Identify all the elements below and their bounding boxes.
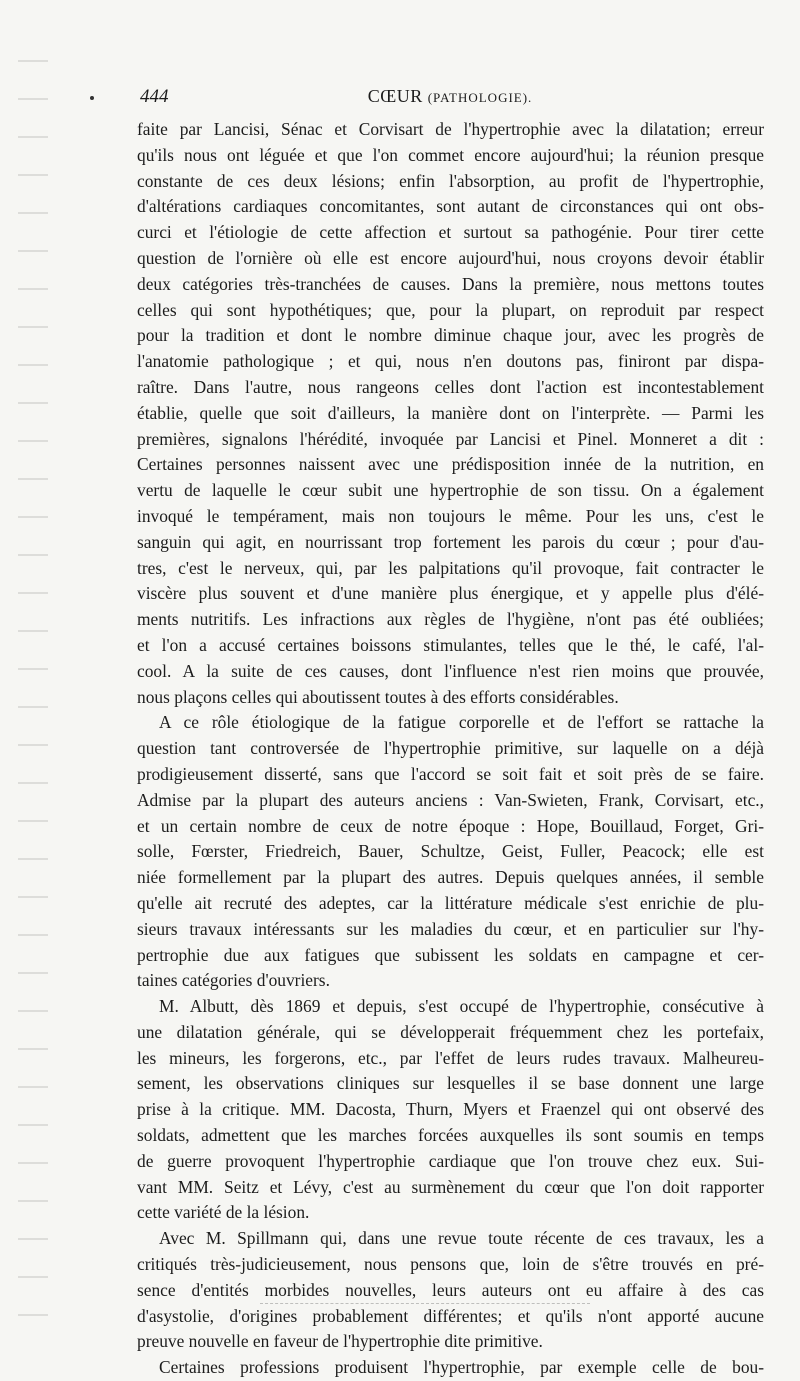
text-line: niée formellement par la plupart des autres. Depuis quelques années, il semble <box>137 867 764 888</box>
text-line: raître. Dans l'autre, nous rangeons celles dont l'action est incontestablement <box>137 376 764 397</box>
page-header <box>135 86 765 114</box>
text-line: faite par Lancisi, Sénac et Corvisart de l'hypertrophie avec la dilatation; erreur <box>137 119 764 139</box>
text-line: cette variété de la lésion. <box>137 1202 310 1223</box>
text-line: et un certain nombre de ceux de notre époque : Hope, Bouillaud, Forget, Gri- <box>137 815 764 836</box>
text-line: et l'on a accusé certaines boissons stimulantes, telles que le thé, le café, l'al- <box>137 634 764 655</box>
text-line: question de l'ornière où elle est encore aujourd'hui, nous croyons devoir établir <box>137 247 764 268</box>
text-line: tres, c'est le nerveux, qui, par les palpitations qu'il provoque, fait contracter le <box>137 557 764 578</box>
page-number: 444 <box>140 86 169 107</box>
text-line: A ce rôle étiologique de la fatigue corporelle et de l'effort se rattache la <box>159 712 764 733</box>
text-line: vant MM. Seitz et Lévy, c'est au surmènement du cœur que l'on doit rapporter <box>137 1176 764 1197</box>
scan-margin-artifacts <box>18 60 48 1320</box>
text-line: sanguin qui agit, en nourrissant trop fortement les parois du cœur ; pour d'au- <box>137 531 764 552</box>
text-line: soldats, admettent que les marches forcées auxquelles ils sont soumis en temps <box>137 1125 764 1146</box>
bottom-scan-mark <box>260 1303 590 1305</box>
text-line: constante de ces deux lésions; enfin l'absorption, au profit de l'hypertrophie, <box>137 170 764 191</box>
text-line: sieurs travaux intéressants sur les maladies du cœur, et en particulier sur l'hy- <box>137 918 764 939</box>
text-line: Certaines professions produisent l'hypertrophie, par exemple celle de bou- <box>159 1357 764 1378</box>
text-line: prise à la critique. MM. Dacosta, Thurn, Myers et Fraenzel qui ont observé des <box>137 1099 764 1120</box>
running-head-sub: (PATHOLOGIE). <box>427 90 533 105</box>
text-line: taines catégories d'ouvriers. <box>137 970 330 991</box>
text-line: critiqués très-judicieusement, nous pensons que, loin de s'être trouvés en pré- <box>137 1254 764 1275</box>
text-line: pour la tradition et dont le nombre diminue chaque jour, avec les progrès de <box>137 325 764 346</box>
text-line: celles qui sont hypothétiques; que, pour la plupart, on reproduit par respect <box>137 299 764 320</box>
text-line: d'asystolie, d'origines probablement différentes; et qu'ils n'ont apporté aucune <box>137 1305 764 1326</box>
text-line: question tant controversée de l'hypertrophie primitive, sur laquelle on a déjà <box>137 738 764 759</box>
text-line: curci et l'étiologie de cette affection et surtout sa pathogénie. Pour tirer cette <box>137 222 764 243</box>
text-line: pertrophie due aux fatigues que subissent les soldats en campagne et cer- <box>137 944 764 965</box>
text-line: sence d'entités morbides nouvelles, leurs auteurs ont eu affaire à des cas <box>137 1279 764 1300</box>
text-line: solle, Fœrster, Friedreich, Bauer, Schultze, Geist, Fuller, Peacock; elle est <box>137 841 764 862</box>
text-line: établie, quelle que soit d'ailleurs, la manière dont on l'interprète. — Parmi les <box>137 402 764 423</box>
text-line: de guerre provoquent l'hypertrophie cardiaque que l'on trouve chez eux. Sui- <box>137 1150 764 1171</box>
text-line: qu'ils nous ont léguée et que l'on commet encore aujourd'hui; la réunion presque <box>137 144 764 165</box>
text-line: l'anatomie pathologique ; et qui, nous n'en doutons pas, finiront par dispa- <box>137 351 764 372</box>
text-line: premières, signalons l'hérédité, invoquée par Lancisi et Pinel. Monneret a dit : <box>137 428 764 449</box>
text-line: prodigieusement disserté, sans que l'accord se soit fait et soit près de se faire. <box>137 763 764 784</box>
text-line: ments nutritifs. Les infractions aux règles de l'hygiène, n'ont pas été oubliées; <box>137 609 764 630</box>
text-line: d'altérations cardiaques concomitantes, sont autant de circonstances qui ont obs- <box>137 196 764 217</box>
text-line: les mineurs, les forgerons, etc., par l'effet de leurs rudes travaux. Malheureu- <box>137 1047 764 1068</box>
text-line: cool. A la suite de ces causes, dont l'influence n'est rien moins que prouvée, <box>137 660 764 681</box>
text-line: sement, les observations cliniques sur lesquelles il se base donnent une large <box>137 1073 764 1094</box>
text-line: Certaines personnes naissent avec une prédisposition innée de la nutrition, en <box>137 454 764 475</box>
text-line: une dilatation générale, qui se développerait fréquemment chez les portefaix, <box>137 1021 764 1042</box>
text-line: Admise par la plupart des auteurs anciens : Van-Swieten, Frank, Corvisart, etc., <box>137 789 764 810</box>
text-line: vertu de laquelle le cœur subit une hypertrophie de son tissu. On a également <box>137 480 764 501</box>
text-line: deux catégories très-tranchées de causes. Dans la première, nous mettons toutes <box>137 273 764 294</box>
text-line: viscère plus souvent et d'une manière plus énergique, et y appelle plus d'élé- <box>137 583 764 604</box>
text-line: M. Albutt, dès 1869 et depuis, s'est occupé de l'hypertrophie, consécutive à <box>159 996 764 1017</box>
text-line: preuve nouvelle en faveur de l'hypertrophie dite primitive. <box>137 1331 543 1352</box>
text-line: qu'elle ait recruté des adeptes, car la littérature médicale s'est enrichie de plu- <box>137 892 764 913</box>
running-head-main: CŒUR <box>367 86 423 106</box>
body-text <box>137 117 764 1381</box>
text-line: Avec M. Spillmann qui, dans une revue toute récente de ces travaux, les a <box>159 1228 764 1249</box>
running-head <box>135 86 765 107</box>
text-line: nous plaçons celles qui aboutissent toutes à des efforts considérables. <box>137 686 619 707</box>
margin-dot <box>90 96 94 100</box>
text-line: invoqué le tempérament, mais non toujours le même. Pour les uns, c'est le <box>137 505 764 526</box>
